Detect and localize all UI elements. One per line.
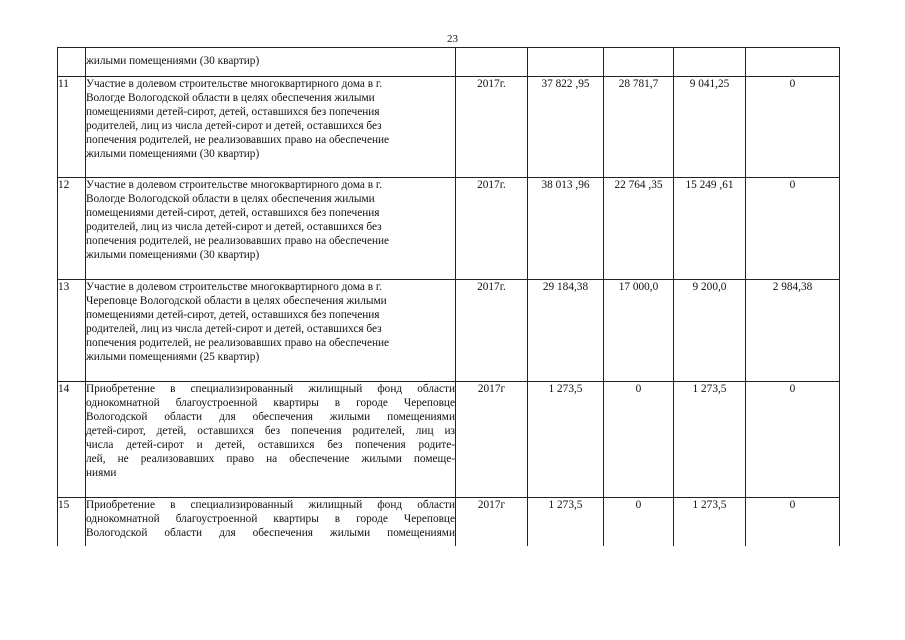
description-line: родителей, лиц из числа детей-сирот и детей, оставшихся без	[86, 323, 382, 335]
row-number-cell	[58, 48, 86, 77]
row-value4-cell: 0	[746, 382, 840, 498]
row-number-cell: 14	[58, 382, 86, 498]
row-value3-cell: 9 041,25	[674, 77, 746, 178]
row-total-cell: 1 273,5	[528, 382, 604, 498]
row-year-cell	[456, 48, 528, 77]
row-value4-cell: 2 984,38	[746, 280, 840, 382]
row-description-cell	[86, 77, 456, 178]
row-value3-cell: 1 273,5	[674, 498, 746, 547]
row-value4-cell: 0	[746, 77, 840, 178]
row-total-cell: 38 013 ,96	[528, 178, 604, 280]
description-line: жилыми помещениями (30 квартир)	[86, 249, 260, 261]
description-line: родителей, лиц из числа детей-сирот и детей, оставшихся без	[86, 120, 382, 132]
description-line: помещениями детей-сирот, детей, оставшихся без попечения	[86, 207, 380, 219]
description-line: Вологде Вологодской области в целях обеспечения жилыми	[86, 92, 375, 104]
description-line: Участие в долевом строительстве многоквартирного дома в г.	[86, 281, 383, 293]
description-line: попечения родителей, не реализовавших право на обеспечение	[86, 134, 390, 146]
row-total-cell: 29 184,38	[528, 280, 604, 382]
row-value3-cell: 1 273,5	[674, 382, 746, 498]
description-line: помещениями детей-сирот, детей, оставшихся без попечения	[86, 106, 380, 118]
description-line: числа детей-сирот и детей, оставшихся без попечения родите-	[86, 439, 455, 451]
description-line: попечения родителей, не реализовавших право на обеспечение	[86, 235, 390, 247]
row-number-cell: 13	[58, 280, 86, 382]
row-description-cell	[86, 498, 456, 547]
description-line: Приобретение в специализированный жилищный фонд области	[86, 499, 455, 511]
row-value2-cell: 0	[604, 498, 674, 547]
table-row	[58, 280, 840, 382]
description-line: однокомнатной благоустроенной квартиры в городе Череповце	[86, 513, 455, 525]
row-value4-cell: 0	[746, 498, 840, 547]
row-value4-cell	[746, 48, 840, 77]
description-line: Вологодской области для обеспечения жилыми помещениями	[86, 527, 455, 539]
row-value2-cell: 28 781,7	[604, 77, 674, 178]
description-line: детей-сирот, детей, оставшихся без попечения родителей, лиц из	[86, 425, 455, 437]
description-line: жилыми помещениями (25 квартир)	[86, 351, 260, 363]
description-line: Участие в долевом строительстве многоквартирного дома в г.	[86, 78, 383, 90]
row-number-cell: 12	[58, 178, 86, 280]
description-line: лей, не реализовавших право на обеспечение жилыми помеще-	[86, 453, 455, 465]
table-row	[58, 77, 840, 178]
row-year-cell: 2017г	[456, 498, 528, 547]
table-row	[58, 178, 840, 280]
row-year-cell: 2017г.	[456, 77, 528, 178]
row-description-cell	[86, 382, 456, 498]
description-line: Череповце Вологодской области в целях обеспечения жилыми	[86, 295, 387, 307]
row-year-cell: 2017г.	[456, 280, 528, 382]
row-value2-cell: 22 764 ,35	[604, 178, 674, 280]
description-line: ниями	[86, 467, 117, 479]
row-value3-cell	[674, 48, 746, 77]
description-line: попечения родителей, не реализовавших право на обеспечение	[86, 337, 390, 349]
row-number-cell: 11	[58, 77, 86, 178]
table-row	[58, 382, 840, 498]
row-total-cell	[528, 48, 604, 77]
row-value2-cell	[604, 48, 674, 77]
row-description-cell: жилыми помещениями (30 квартир)	[86, 48, 456, 77]
description-line: Вологодской области для обеспечения жилыми помещениями	[86, 411, 455, 423]
table-row-continuation	[58, 48, 840, 77]
row-description-cell	[86, 178, 456, 280]
row-value4-cell: 0	[746, 178, 840, 280]
row-total-cell: 1 273,5	[528, 498, 604, 547]
table-row	[58, 498, 840, 547]
row-year-cell: 2017г.	[456, 178, 528, 280]
page-number: 23	[447, 33, 458, 45]
description-line: однокомнатной благоустроенной квартиры в городе Череповце	[86, 397, 455, 409]
description-line: родителей, лиц из числа детей-сирот и детей, оставшихся без	[86, 221, 382, 233]
description-line: Вологде Вологодской области в целях обеспечения жилыми	[86, 193, 375, 205]
funding-table	[57, 47, 840, 546]
description-line: Участие в долевом строительстве многоквартирного дома в г.	[86, 179, 383, 191]
row-value3-cell: 9 200,0	[674, 280, 746, 382]
row-year-cell: 2017г	[456, 382, 528, 498]
description-line: Приобретение в специализированный жилищный фонд области	[86, 383, 455, 395]
row-total-cell: 37 822 ,95	[528, 77, 604, 178]
row-value2-cell: 17 000,0	[604, 280, 674, 382]
description-line: помещениями детей-сирот, детей, оставшихся без попечения	[86, 309, 380, 321]
description-line: жилыми помещениями (30 квартир)	[86, 148, 260, 160]
row-description-cell	[86, 280, 456, 382]
row-value3-cell: 15 249 ,61	[674, 178, 746, 280]
row-value2-cell: 0	[604, 382, 674, 498]
row-number-cell: 15	[58, 498, 86, 547]
